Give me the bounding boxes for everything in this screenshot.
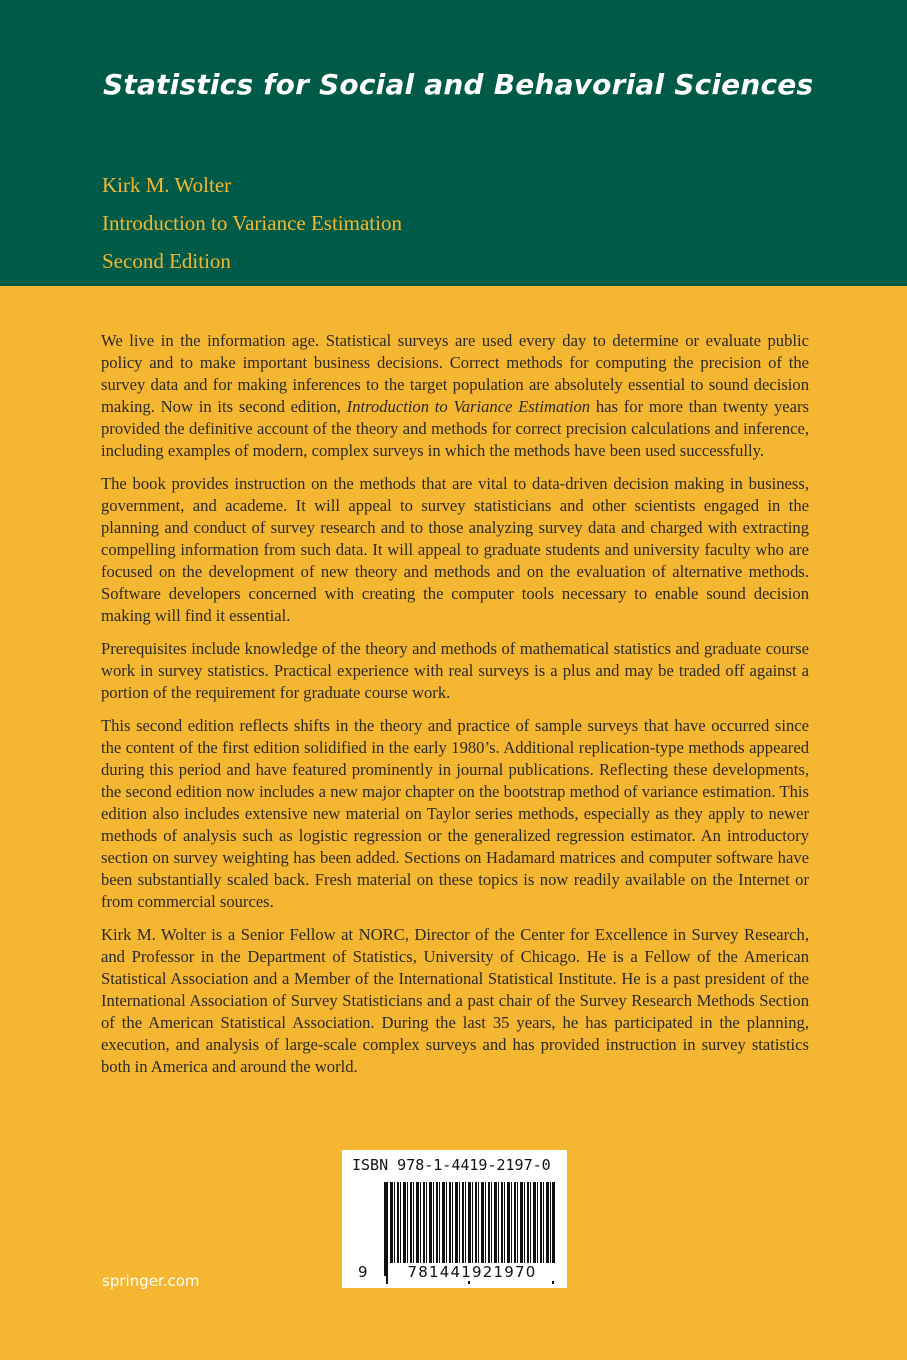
- paragraph-prerequisites: Prerequisites include knowledge of the theory and methods of mathematical statistics and graduate course work in survey statistics. Practical experience with real surveys is a plus and may be traded off against a portion of the requirement for graduate course work.: [101, 639, 809, 702]
- paragraph-second-edition: This second edition reflects shifts in the theory and practice of sample surveys that have occurred since the content of the first edition solidified in the early 1980’s. Additional replication-type methods appeared during this period and have featured prominently in journal publications. Reflecting these developments, the second edition now includes a new major chapter on the bootstrap method of variance estimation. This edition also includes extensive new material on Taylor series methods, especially as they apply to newer methods of analysis such as logistic regression or the generalized regression estimator. An introductory section on survey weighting has been added. Sections on Hadamard matrices and computer software have been substantially scaled back. Fresh material on these topics is now readily available on the Internet or from commercial sources.: [101, 716, 809, 911]
- book-title-italic: Introduction to Variance Estimation: [346, 397, 591, 416]
- paragraph-audience: The book provides instruction on the methods that are vital to data-driven decision making in business, government, and academe. It will appeal to survey statisticians and other scientists engaged in the planning and conduct of survey research and to those analyzing survey data and charged with extracting compelling information from such data. It will appeal to graduate students and university faculty who are focused on the development of new theory and methods and on the evaluation of alternative methods. Software developers concerned with creating the computer tools necessary to enable sound decision making will find it essential.: [101, 474, 809, 625]
- isbn-label: ISBN 978-1-4419-2197-0: [352, 1156, 551, 1174]
- publisher-url: springer.com: [102, 1272, 200, 1290]
- book-title: Introduction to Variance Estimation: [102, 211, 402, 235]
- barcode-digits: [358, 1260, 558, 1284]
- isbn-barcode: [342, 1150, 567, 1288]
- edition-label: Second Edition: [102, 249, 231, 273]
- author-name: Kirk M. Wolter: [102, 173, 232, 197]
- back-cover-text: [101, 330, 809, 1078]
- paragraph-intro-end: has for more than twenty years provided the definitive account of the theory and methods for correct precision calculations and inference, including examples of modern, complex surveys in which the methods have been used successfully.: [101, 397, 809, 460]
- paragraph-intro: [101, 330, 809, 462]
- header-band: [0, 0, 907, 286]
- paragraph-intro-start: We live in the information age. Statistical surveys are used every day to determine or evaluate public policy and to make important business decisions. Correct methods for computing the precision of the survey data and for making inferences to the target population are absolutely essential to sound decision making. Now in its second edition,: [101, 331, 809, 416]
- barcode-lead-digit: 9: [358, 1263, 368, 1281]
- barcode-number: 781441921970: [388, 1263, 556, 1281]
- paragraph-author-bio: Kirk M. Wolter is a Senior Fellow at NORC, Director of the Center for Excellence in Survey Research, and Professor in the Department of Statistics, University of Chicago. He is a Fellow of the American Statistical Association and a Member of the International Statistical Institute. He is a past president of the International Association of Survey Statisticians and a past chair of the Survey Research Methods Section of the American Statistical Association. During the last 35 years, he has participated in the planning, execution, and analysis of large-scale complex surveys and has provided instruction in survey statistics both in America and around the world.: [101, 925, 809, 1076]
- series-title: Statistics for Social and Behavorial Sciences: [103, 68, 814, 101]
